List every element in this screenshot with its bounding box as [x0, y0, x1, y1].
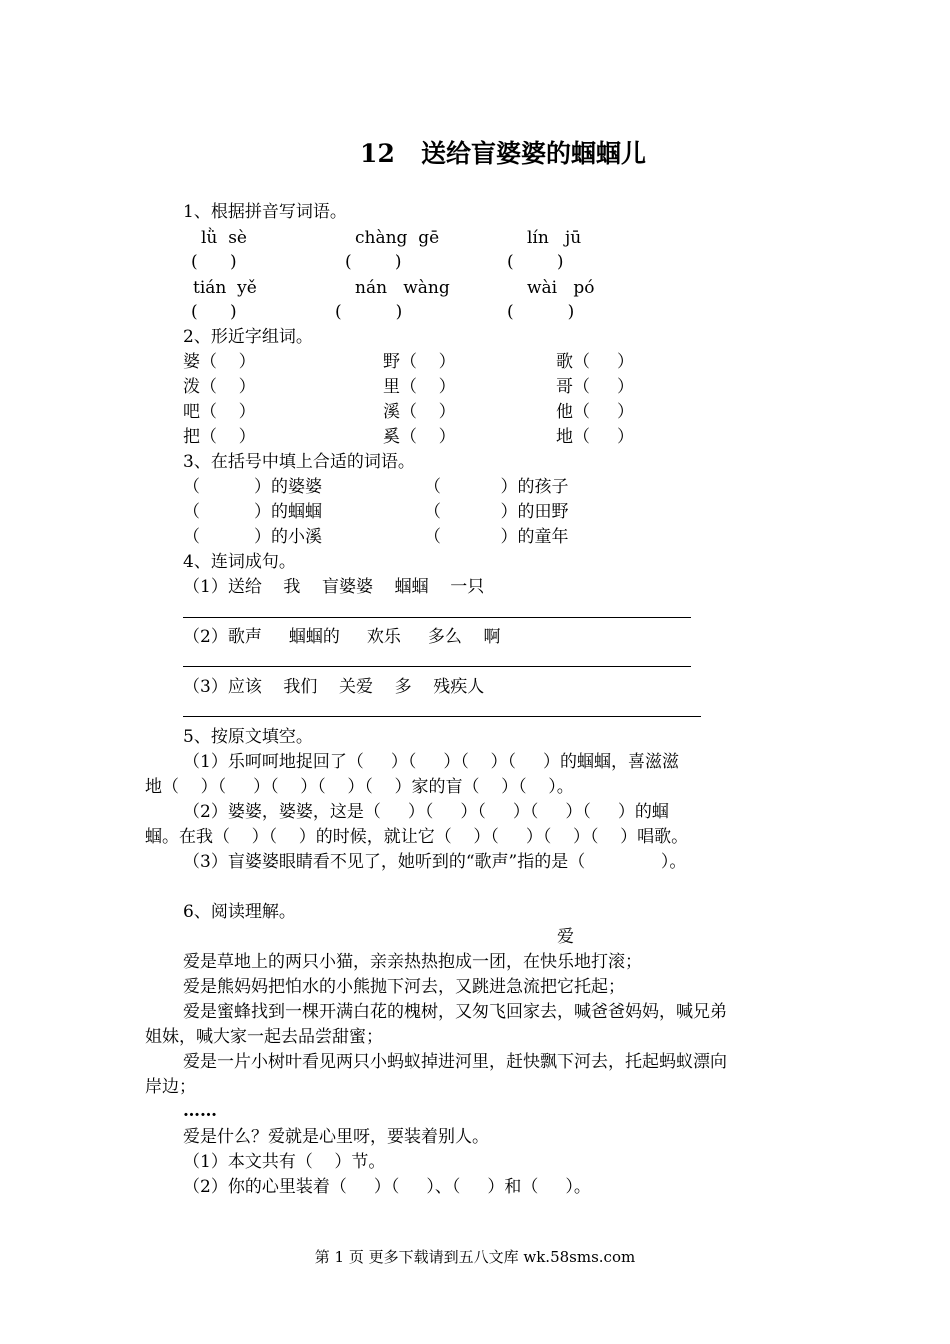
pinyin-3: lín jū	[527, 228, 582, 248]
pinyin-2: chàng gē	[355, 228, 440, 248]
answer-blank-4[interactable]: ( )	[191, 302, 237, 322]
poem-line: 爱是草地上的两只小猫，亲亲热热抱成一团，在快乐地打滚；	[183, 952, 642, 972]
word-group-item: 里（ ）	[383, 377, 456, 397]
word-group-item: 奚（ ）	[383, 427, 456, 447]
poem-line: 姐妹，喊大家一起去品尝甜蜜；	[145, 1027, 383, 1047]
poem-title: 爱	[557, 927, 574, 947]
pinyin-1: lǜ sè	[201, 228, 247, 248]
poem-line: 爱是一片小树叶看见两只小蚂蚁掉进河里，赶快飘下河去，托起蚂蚁漂向	[183, 1052, 727, 1072]
fill-phrase: （ ）的童年	[424, 527, 569, 547]
text-line: （2）婆婆，婆婆，这是（ ）（ ）（ ）（ ）（ ）的蝈	[183, 802, 669, 822]
answer-blank-3[interactable]: ( )	[507, 252, 564, 272]
sentence-words-2: （2）歌声 蝈蝈的 欢乐 多么 啊	[183, 627, 501, 647]
question-line: （2）你的心里装着（ ）（ ）、（ ）和（ ）。	[183, 1177, 591, 1197]
answer-blank-5[interactable]: ( )	[335, 302, 403, 322]
section-5-heading: 5、按原文填空。	[183, 727, 313, 747]
section-6-heading: 6、阅读理解。	[183, 902, 296, 922]
pinyin-4: tián yě	[193, 278, 257, 298]
word-group-item: 吧（ ）	[183, 402, 256, 422]
answer-blank-6[interactable]: ( )	[507, 302, 575, 322]
fill-phrase: （ ）的田野	[424, 502, 569, 522]
answer-blank-1[interactable]: ( )	[191, 252, 237, 272]
sentence-words-3: （3）应该 我们 关爱 多 残疾人	[183, 677, 485, 697]
section-1-heading: 1、根据拼音写词语。	[183, 202, 347, 222]
page-footer: 第 1 页 更多下载请到五八文库 wk.58sms.com	[314, 1248, 636, 1266]
section-2-heading: 2、形近字组词。	[183, 327, 313, 347]
page-title: 12 送给盲婆婆的蝈蝈儿	[360, 139, 646, 168]
poem-line: 爱是什么？爱就是心里呀，要装着别人。	[183, 1127, 489, 1147]
answer-blank-2[interactable]: ( )	[345, 252, 402, 272]
word-group-item: 溪（ ）	[383, 402, 456, 422]
word-group-item: 哥（ ）	[556, 377, 635, 397]
word-group-item: 歌（ ）	[556, 352, 635, 372]
word-group-item: 把（ ）	[183, 427, 256, 447]
word-group-item: 他（ ）	[556, 402, 635, 422]
poem-line: 岸边；	[145, 1077, 196, 1097]
pinyin-5: nán wàng	[355, 278, 450, 298]
answer-line-1[interactable]	[183, 617, 691, 618]
poem-line: 爱是熊妈妈把怕水的小熊抛下河去，又跳进急流把它托起；	[183, 977, 625, 997]
fill-phrase: （ ）的孩子	[424, 477, 569, 497]
pinyin-6: wài pó	[527, 278, 595, 298]
fill-phrase: （ ）的婆婆	[183, 477, 323, 497]
answer-line-2[interactable]	[183, 666, 691, 667]
question-line: （1）本文共有（ ）节。	[183, 1152, 386, 1172]
text-line: （3）盲婆婆眼睛看不见了，她听到的“歌声”指的是（ ）。	[183, 852, 687, 872]
text-line: 地（ ）（ ）（ ）（ ）（ ）家的盲（ ）（ ）。	[145, 777, 574, 797]
word-group-item: 地（ ）	[556, 427, 635, 447]
word-group-item: 野（ ）	[383, 352, 456, 372]
poem-ellipsis: ……	[183, 1101, 217, 1121]
section-4-heading: 4、连词成句。	[183, 552, 296, 572]
word-group-item: 泼（ ）	[183, 377, 256, 397]
text-line: （1）乐呵呵地捉回了（ ）（ ）（ ）（ ）的蝈蝈，喜滋滋	[183, 752, 679, 772]
sentence-words-1: （1）送给 我 盲婆婆 蝈蝈 一只	[183, 577, 485, 597]
word-group-item: 婆（ ）	[183, 352, 256, 372]
fill-phrase: （ ）的蝈蝈	[183, 502, 323, 522]
section-3-heading: 3、在括号中填上合适的词语。	[183, 452, 415, 472]
poem-line: 爱是蜜蜂找到一棵开满白花的槐树，又匆飞回家去，喊爸爸妈妈，喊兄弟	[183, 1002, 727, 1022]
text-line: 蝈。在我（ ）（ ）的时候，就让它（ ）（ ）（ ）（ ）唱歌。	[145, 827, 689, 847]
answer-line-3[interactable]	[183, 716, 701, 717]
fill-phrase: （ ）的小溪	[183, 527, 323, 547]
